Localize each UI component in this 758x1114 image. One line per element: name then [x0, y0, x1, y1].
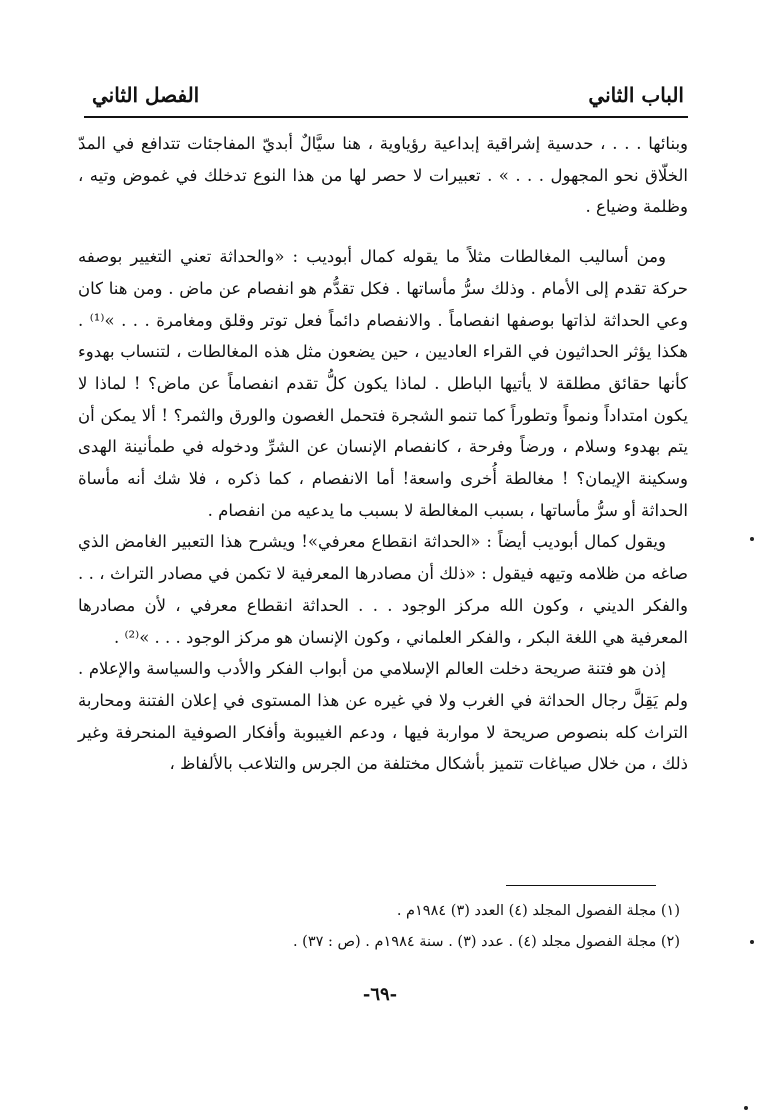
footnote-1: (١) مجلة الفصول المجلد (٤) العدد (٣) ١٩٨٤م . [396, 903, 680, 919]
running-header [92, 78, 684, 112]
footnote-2: (٢) مجلة الفصول مجلد (٤) . عدد (٣) . سنة ١٩٨٤م . (ص : ٣٧) . [292, 934, 680, 950]
paragraph-1: وبنائها . . . ، حدسية إشراقية إبداعية رؤياوية ، هنا سيَّالٌ أبديّ المفاجئات تتدافع في المدّ الخلّاق نحو المجهول . . . » . تعبيرات لا حصر لها من هذا النوع تدخلك في غموض وتيه ، وظلمة وضياع . [78, 134, 688, 217]
margin-mark [744, 1106, 748, 1110]
part-title: الباب الثاني [588, 83, 684, 107]
footnotes [200, 896, 680, 958]
paragraph-3: ويقول كمال أبوديب أيضاً : «الحداثة انقطاع معرفي»! ويشرح هذا التعبير الغامض الذي صاغه من ظلامه وتيهه فيقول : «ذلك أن مصادرها المعرفية لا تكمن في مصادر التراث ، . . والفكر الديني ، وكون الله مركز الوجود . . . الحداثة انقطاع معرفي ، لأن مصادرها المعرفية هي اللغة البكر ، والفكر العلماني ، وكون الإنسان هو مركز الوجود . . . »⁽²⁾ . [78, 532, 688, 647]
page-number: -٦٩- [362, 984, 398, 1005]
paragraph-2: ومن أساليب المغالطات مثلاً ما يقوله كمال أبوديب : «والحداثة تعني التغيير بوصفه حركة تقدم إلى الأمام . وذلك سرُّ مأساتها . فكل تقدُّم هو انفصام عن ماض . ومن هنا كان وعي الحداثة لذاتها بوصفها انفصاماً . والانفصام دائماً فعل توتر وقلق ومغامرة . . . »⁽¹⁾ . هكذا يؤثر الحداثيون في القراء العاديين ، حين يضعون مثل هذه المغالطات ، لتنساب بهدوء كأنها حقائق مطلقة لا يأتيها الباطل . لماذا يكون كلُّ تقدم انفصاماً عن ماض؟ ! لماذا لا يكون امتداداً ونمواً وتطوراً كما تنمو الشجرة فتحمل الغصون والورق والثمر؟ ! ألا يمكن أن يتم بهدوء وسلام ، ورضاً وفرحة ، كانفصام الإنسان عن الشرِّ ودخوله في طمأنينة الهدى وسكينة الإيمان؟ ! مغالطة أُخرى واسعة! أما الانفصام ، كما ذكره ، فلا شك أنه مأساة الحداثة أو سرُّ مأساتها ، بسبب المغالطة لا بسبب ما يدعيه من انفصام . [78, 247, 688, 520]
paragraph-4: إذن هو فتنة صريحة دخلت العالم الإسلامي من أبواب الفكر والأدب والسياسة والإعلام . ولم يَقِلَّ رجال الحداثة في الغرب ولا في غيره عن هذا المستوى في إعلان الفتنة ومحاربة التراث كله بنصوص صريحة لا مواربة فيها ، ودعم الغيبوبة وأفكار الصوفية المنحرفة وغير ذلك ، من خلال صياغات تتميز بأشكال مختلفة من الجرس والتلاعب بالألفاظ ، [78, 659, 688, 774]
margin-mark [750, 537, 754, 541]
paragraph-gap [78, 223, 688, 241]
footnote-divider [506, 885, 656, 886]
header-divider [84, 116, 688, 118]
margin-mark [750, 940, 754, 944]
chapter-title: الفصل الثاني [92, 83, 200, 107]
body-text [78, 128, 688, 780]
